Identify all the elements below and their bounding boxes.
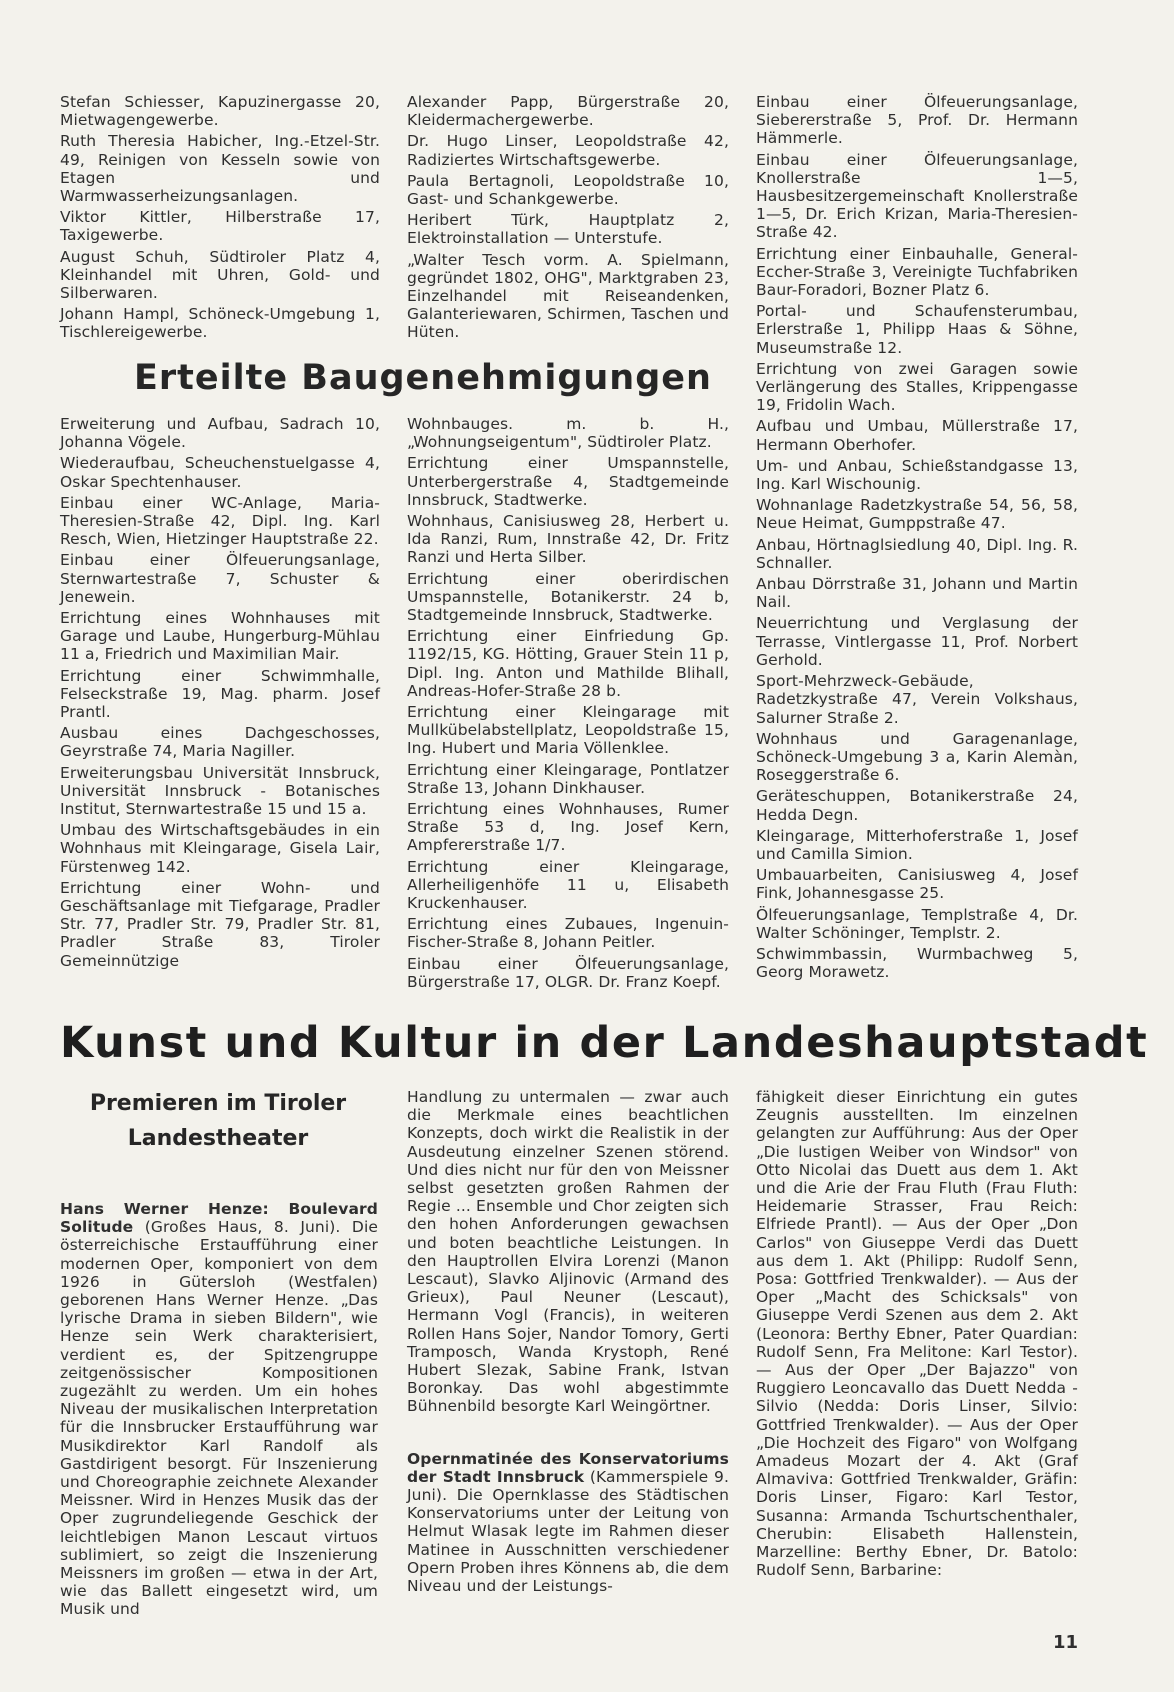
list-item: Wiederaufbau, Scheuchenstuelgasse 4, Oskar Spechtenhauser. — [60, 454, 380, 491]
list-item: Kleingarage, Mitterhoferstraße 1, Josef und Camilla Simion. — [756, 826, 1078, 863]
list-item: Geräteschuppen, Botanikerstraße 24, Hedda Degn. — [756, 787, 1078, 824]
list-item: Schwimmbassin, Wurmbachweg 5, Georg Morawetz. — [756, 944, 1078, 982]
list-item: Einbau einer Ölfeuerungsanlage, Sternwartestraße 7, Schuster & Jenewein. — [60, 551, 380, 606]
list-item: Einbau einer Ölfeuerungsanlage, Bürgerstraße 17, OLGR. Dr. Franz Koepf. — [407, 954, 729, 991]
list-item: Errichtung eines Zubaues, Ingenuin-Fischer-Straße 8, Johann Peitler. — [407, 915, 729, 952]
list-item: Errichtung einer oberirdischen Umspannstelle, Botanikerstr. 24 b, Stadtgemeinde Innsbruck, Stadtwerke. — [407, 569, 729, 625]
list-item: Errichtung einer Einfriedung Gp. 1192/15, KG. Hötting, Grauer Stein 11 p, Dipl. Ing. Anton und Mathilde Blihall, Andreas-Hofer-Straße 28 b. — [407, 627, 729, 700]
list-item: Wohnhaus, Canisiusweg 28, Herbert u. Ida Ranzi, Rum, Innstraße 42, Dr. Fritz Ranzi und Herta Silber. — [407, 512, 729, 567]
list-item: Errichtung einer Kleingarage mit Mullkübelabstellplatz, Leopoldstraße 15, Ing. Hubert und Maria Völlenklee. — [407, 703, 729, 758]
list-item: Ölfeuerungsanlage, Templstraße 4, Dr. Walter Schöninger, Templstr. 2. — [756, 905, 1078, 942]
page-number: 11 — [1053, 1632, 1079, 1653]
list-item: Ruth Theresia Habicher, Ing.-Etzel-Str. 49, Reinigen von Kesseln sowie von Etagen und Warmwasserheizungsanlagen. — [60, 132, 380, 206]
page-title-kunst-und-kultur: Kunst und Kultur in der Landeshauptstadt — [60, 1018, 1149, 1068]
top-column-2 — [407, 93, 729, 345]
list-item: Um- und Anbau, Schießstandgasse 13, Ing. Karl Wischounig. — [756, 456, 1078, 494]
paragraph-text: (Kammerspiele 9. Juni). Die Opernklasse des Städtischen Konservatoriums unter der Leitung von Helmut Wlasak legte im Rahmen dieser Matinee in Ausschnitten verschiedener Opern Proben ihres Könnens ab, die dem Niveau und der Leistungs- — [407, 1467, 729, 1596]
list-item: Anbau, Hörtnaglsiedlung 40, Dipl. Ing. R. Schnaller. — [756, 535, 1078, 572]
list-item: Ausbau eines Dachgeschosses, Geyrstraße 74, Maria Nagiller. — [60, 724, 380, 761]
run-in-title: Hans Werner Henze: Boulevard Solitude — [60, 1200, 378, 1237]
list-item: Aufbau und Umbau, Müllerstraße 17, Hermann Oberhofer. — [756, 417, 1078, 454]
list-item: Wohnbauges. m. b. H., „Wohnungseigentum", Südtiroler Platz. — [407, 415, 729, 452]
list-item: „Walter Tesch vorm. A. Spielmann, gegründet 1802, OHG", Marktgraben 23, Einzelhandel mit Reiseandenken, Galanteriewaren, Schirmen, Taschen und Hüten. — [407, 250, 729, 342]
article-paragraph — [60, 1200, 378, 1619]
section-heading-baugenehmigungen: Erteilte Baugenehmigungen — [134, 358, 712, 398]
list-item: Einbau einer Ölfeuerungsanlage, Knollerstraße 1—5, Hausbesitzergemeinschaft Knollerstraße 1—5, Dr. Erich Krizan, Maria-Theresien-Straße 42. — [756, 150, 1078, 242]
run-in-title: Opernmatinée des Konservatoriums der Stadt Innsbruck — [407, 1449, 729, 1486]
list-item: Errichtung einer Wohn- und Geschäftsanlage mit Tiefgarage, Pradler Str. 77, Pradler Str. 79, Pradler Str. 81, Pradler Straße 83, Tiroler Gemeinnützige — [60, 878, 380, 970]
paragraph-text: (Großes Haus, 8. Juni). Die österreichische Erstaufführung einer modernen Oper, komponiert von dem 1926 in Gütersloh (Westfalen) geborenen Hans Werner Henze. „Das lyrische Drama in sieben Bildern", wie Henze sein Werk charakterisiert, verdient es, der Spitzengruppe zeitgenössischer Kompositionen zugezählt zu werden. Um ein hohes Niveau der musikalischen Interpretation für die Innsbrucker Erstaufführung war Musikdirektor Karl Randolf als Gastdirigent besorgt. Für Inszenierung und Choreographie zeichnete Alexander Meissner. Wird in Henzes Musik das der Oper zugrundeliegende Geschick der leichtlebigen Manon Lescaut virtuos sublimiert, so zeigt die Inszenierung Meissners im großen — etwa in der Art, wie das Ballett eingesetzt wird, um Musik und — [60, 1218, 378, 1619]
article-column-2 — [407, 1088, 729, 1598]
list-item: Errichtung eines Wohnhauses, Rumer Straße 53 d, Ing. Josef Kern, Ampfererstraße 1/7. — [407, 800, 729, 855]
list-item: Sport-Mehrzweck-Gebäude, Radetzkystraße 47, Verein Volkshaus, Salurner Straße 2. — [756, 672, 1078, 727]
list-item: Erweiterung und Aufbau, Sadrach 10, Johanna Vögele. — [60, 415, 380, 452]
list-item: Dr. Hugo Linser, Leopoldstraße 42, Radiziertes Wirtschaftsgewerbe. — [407, 132, 729, 169]
list-item: Errichtung einer Schwimmhalle, Felseckstraße 19, Mag. pharm. Josef Prantl. — [60, 666, 380, 722]
article-column-1 — [60, 1200, 378, 1622]
list-item: Neuerrichtung und Verglasung der Terrasse, Vintlergasse 11, Prof. Norbert Gerhold. — [756, 614, 1078, 669]
list-item: Erweiterungsbau Universität Innsbruck, Universität Innsbruck - Botanisches Institut, Sternwartestraße 15 und 15 a. — [60, 763, 380, 819]
list-item: Heribert Türk, Hauptplatz 2, Elektroinstallation — Unterstufe. — [407, 211, 729, 248]
list-item: Wohnanlage Radetzkystraße 54, 56, 58, Neue Heimat, Gumppstraße 47. — [756, 496, 1078, 533]
article-paragraph: Handlung zu untermalen — zwar auch die Merkmale eines beachtlichen Konzepts, doch wirkt die Realistik in der Ausdeutung einzelner Szenen störend. Und dies nicht nur für den von Meissner selbst gesetzten großen Rahmen der Regie ... Ensemble und Chor zeigten sich den hohen Anforderungen gewachsen und boten beachtliche Leistungen. In den Hauptrollen Elvira Lorenzi (Manon Lescaut), Slavko Aljinovic (Armand des Grieux), Paul Neuner (Lescaut), Hermann Vogl (Francis), in weiteren Rollen Hans Sojer, Nandor Tomory, Gerti Tramposch, Wanda Krystoph, René Hubert Slezak, Sabine Frank, Istvan Boronkay. Das wohl abgestimmte Bühnenbild besorgte Karl Weingörtner. — [407, 1088, 729, 1416]
list-item: Johann Hampl, Schöneck-Umgebung 1, Tischlereigewerbe. — [60, 305, 380, 342]
bau-column-2 — [407, 415, 729, 994]
list-item: Alexander Papp, Bürgerstraße 20, Kleidermachergewerbe. — [407, 93, 729, 130]
list-item: Einbau einer Ölfeuerungsanlage, Siebererstraße 5, Prof. Dr. Hermann Hämmerle. — [756, 93, 1078, 148]
list-item: Portal- und Schaufensterumbau, Erlerstraße 1, Philipp Haas & Söhne, Museumstraße 12. — [756, 302, 1078, 357]
list-item: Einbau einer WC-Anlage, Maria-Theresien-Straße 42, Dipl. Ing. Karl Resch, Wien, Hietzinger Hauptstraße 22. — [60, 493, 380, 549]
list-item: Stefan Schiesser, Kapuzinergasse 20, Mietwagengewerbe. — [60, 93, 380, 130]
article-paragraph — [407, 1450, 729, 1596]
bau-column-1 — [60, 415, 380, 973]
list-item: Umbauarbeiten, Canisiusweg 4, Josef Fink, Johannesgasse 25. — [756, 866, 1078, 903]
article-paragraph: fähigkeit dieser Einrichtung ein gutes Zeugnis ausstellten. Im einzelnen gelangten zur Aufführung: Aus der Oper „Die lustigen Weiber von Windsor" von Otto Nicolai das Duett aus dem 1. Akt und die Arie der Frau Fluth (Frau Fluth: Heidemarie Strasser, Frau Reich: Elfriede Prantl). — Aus der Oper „Don Carlos" von Giuseppe Verdi das Duett aus dem 1. Akt (Philipp: Rudolf Senn, Posa: Gottfried Trenkwalder). — Aus der Oper „Macht des Schicksals" von Giuseppe Verdi Szenen aus dem 2. Akt (Leonora: Berthy Ebner, Pater Quardian: Rudolf Senn, Fra Melitone: Karl Testor). — Aus der Oper „Der Bajazzo" von Ruggiero Leoncavallo das Duett Nedda - Silvio (Nedda: Doris Linser, Silvio: Gottfried Trenkwalder). — Aus der Oper „Die Hochzeit des Figaro" von Wolfgang Amadeus Mozart der 4. Akt (Graf Almaviva: Gottfried Trenkwalder, Gräfin: Doris Linser, Figaro: Karl Testor, Susanna: Armanda Tschurtschenthaler, Cherubin: Elisabeth Hallenstein, Marzelline: Berthy Ebner, Dr. Batolo: Rudolf Senn, Barbarine: — [756, 1088, 1078, 1580]
list-item: Errichtung eines Wohnhauses mit Garage und Laube, Hungerburg-Mühlau 11 a, Friedrich und Maximilian Mair. — [60, 609, 380, 664]
list-item: Errichtung einer Einbauhalle, General-Eccher-Straße 3, Vereinigte Tuchfabriken Baur-Foradori, Bozner Platz 6. — [756, 244, 1078, 300]
list-item: Umbau des Wirtschaftsgebäudes in ein Wohnhaus mit Kleingarage, Gisela Lair, Fürstenweg 142. — [60, 821, 380, 876]
list-item: Errichtung einer Kleingarage, Allerheiligenhöfe 11 u, Elisabeth Kruckenhauser. — [407, 857, 729, 913]
list-item: Errichtung von zwei Garagen sowie Verlängerung des Stalles, Krippengasse 19, Fridolin Wach. — [756, 359, 1078, 415]
top-column-1 — [60, 93, 380, 345]
list-item: Viktor Kittler, Hilberstraße 17, Taxigewerbe. — [60, 208, 380, 245]
list-item: Paula Bertagnoli, Leopoldstraße 10, Gast- und Schankgewerbe. — [407, 171, 729, 209]
list-item: Anbau Dörrstraße 31, Johann und Martin Nail. — [756, 575, 1078, 612]
list-item: Wohnhaus und Garagenanlage, Schöneck-Umgebung 3 a, Karin Alemàn, Roseggerstraße 6. — [756, 729, 1078, 785]
bau-column-3 — [756, 93, 1078, 984]
list-item: Errichtung einer Kleingarage, Pontlatzer Straße 13, Johann Dinkhauser. — [407, 760, 729, 797]
list-item: Errichtung einer Umspannstelle, Unterbergerstraße 4, Stadtgemeinde Innsbruck, Stadtwerke. — [407, 454, 729, 509]
section-heading-premieren: Premieren im Tiroler Landestheater — [89, 1091, 347, 1151]
article-column-3 — [756, 1088, 1078, 1582]
list-item: August Schuh, Südtiroler Platz 4, Kleinhandel mit Uhren, Gold- und Silberwaren. — [60, 247, 380, 303]
